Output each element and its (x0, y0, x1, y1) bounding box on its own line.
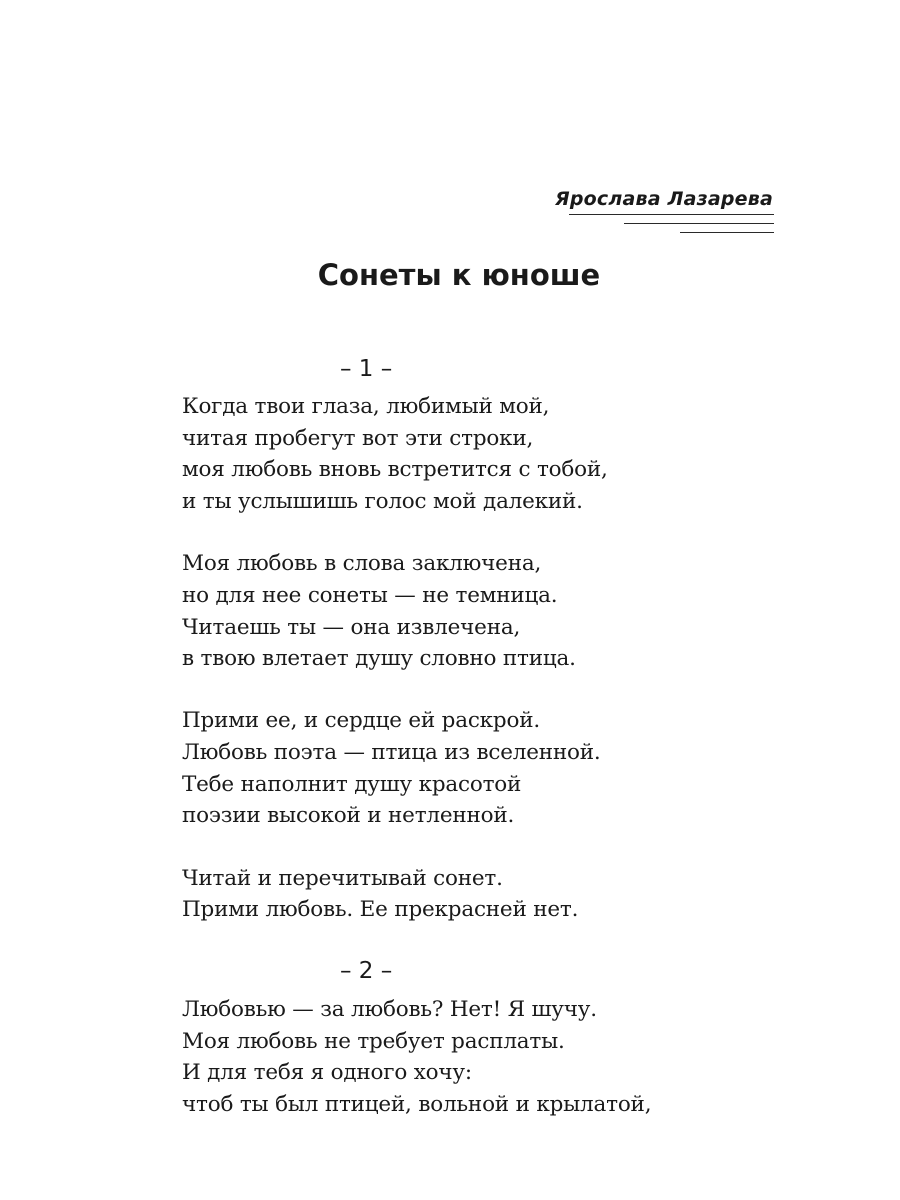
poem-line: Моя любовь не требует расплаты. (182, 1029, 565, 1054)
poem-line: моя любовь вновь встретится с тобой, (182, 457, 608, 482)
poem-line: Прими любовь. Ее прекрасней нет. (182, 897, 579, 922)
poem-line: и ты услышишь голос мой далекий. (182, 489, 583, 514)
poem-line: Тебе наполнит душу красотой (182, 772, 522, 797)
poem-line: Читаешь ты — она извлечена, (182, 615, 521, 640)
poem-line: Прими ее, и сердце ей раскрой. (182, 708, 540, 733)
header-rule-long (569, 214, 774, 215)
poem-line: Любовь поэта — птица из вселенной. (182, 740, 601, 765)
poem-title: Сонеты к юноше (317, 258, 601, 292)
poem-line: И для тебя я одного хочу: (182, 1060, 472, 1085)
poem-line: но для нее сонеты — не темница. (182, 583, 558, 608)
poem-line: Читай и перечитывай сонет. (182, 866, 503, 891)
poem-line: поэзии высокой и нетленной. (182, 803, 515, 828)
poem-line: Когда твои глаза, любимый мой, (182, 394, 550, 419)
poem-line: Моя любовь в слова заключена, (182, 551, 542, 576)
header-rule-short (680, 232, 774, 233)
poem-line: читая пробегут вот эти строки, (182, 426, 534, 451)
header-rule-medium (624, 223, 774, 224)
sonnet-number: – 2 – (340, 958, 393, 984)
poem-line: чтоб ты был птицей, вольной и крылатой, (182, 1092, 652, 1117)
poem-line: в твою влетает душу словно птица. (182, 646, 576, 671)
poem-line: Любовью — за любовь? Нет! Я шучу. (182, 997, 597, 1022)
author-name: Ярослава Лазарева (555, 188, 773, 210)
sonnet-number: – 1 – (340, 356, 393, 382)
